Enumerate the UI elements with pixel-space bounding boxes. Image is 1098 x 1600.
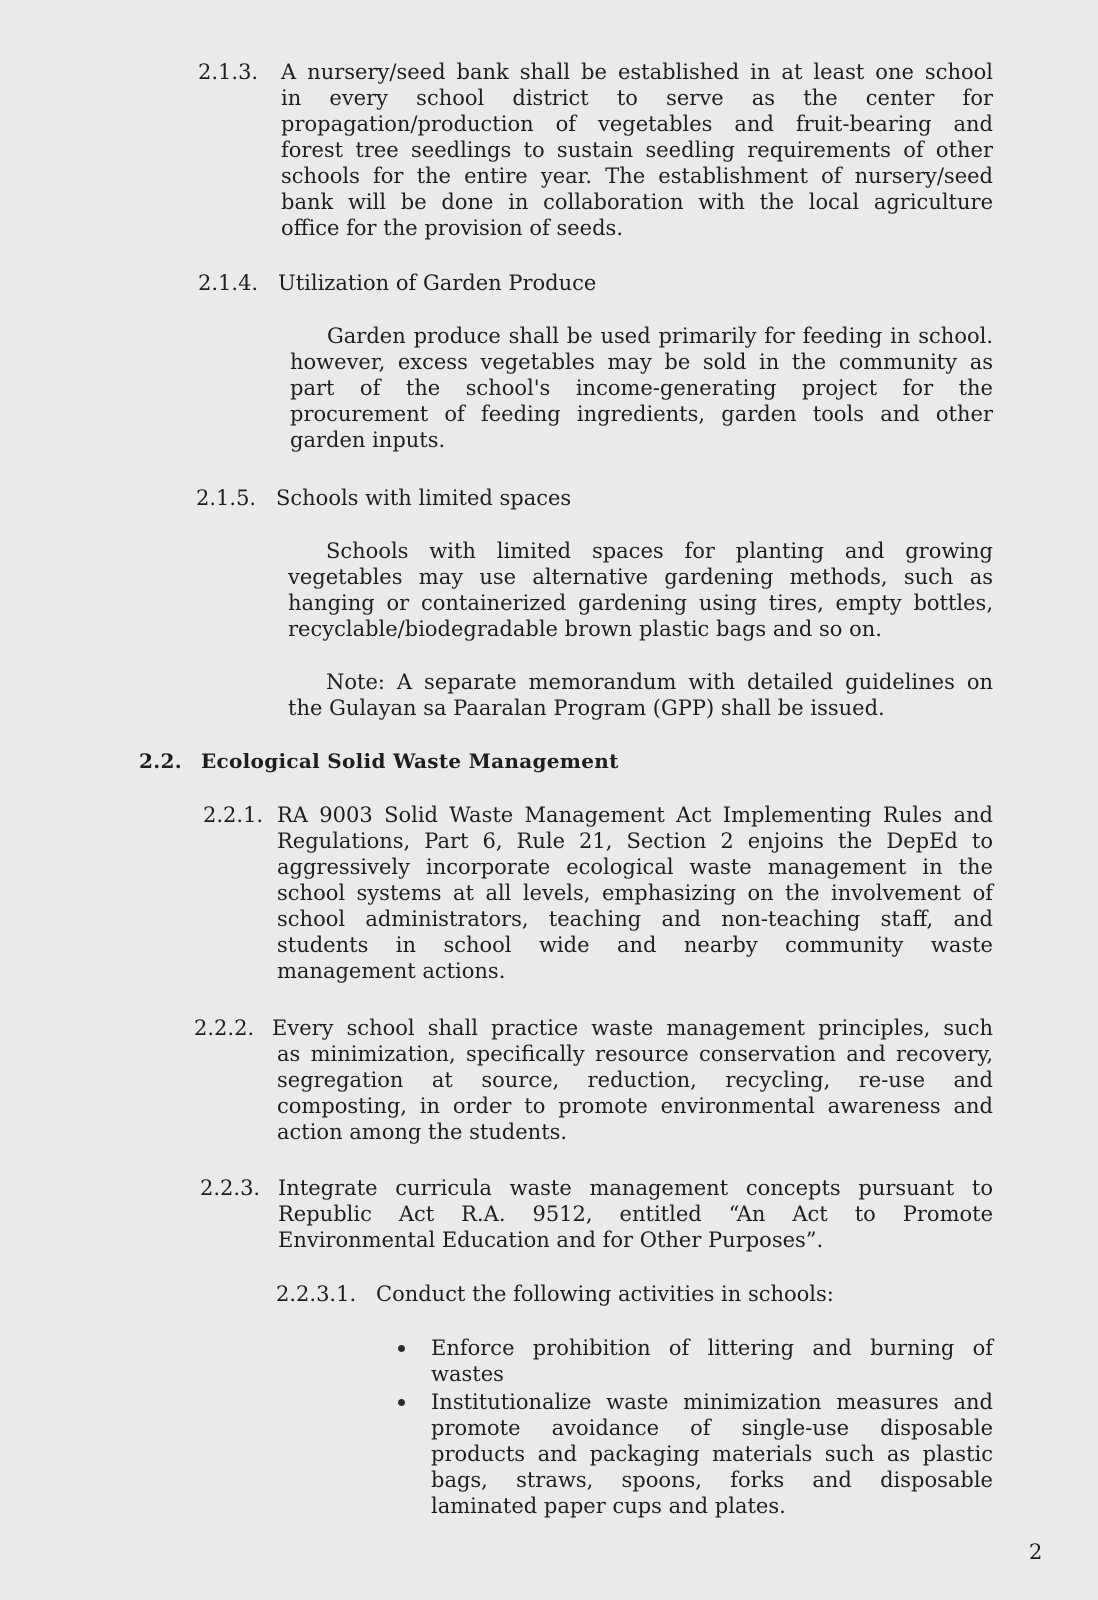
paragraph-line: Republic Act R.A. 9512, entitled “An Act to Promote <box>278 1202 993 1226</box>
paragraph-line: action among the students. <box>277 1120 568 1144</box>
section-title: Conduct the following activities in schools: <box>376 1282 834 1306</box>
bullet-line: Enforce prohibition of littering and burning of <box>431 1336 993 1360</box>
bullet-line: laminated paper cups and plates. <box>431 1494 786 1518</box>
section-number: 2.2.1. <box>203 803 264 827</box>
section-number: 2.2.3.1. <box>276 1282 357 1306</box>
paragraph-line: propagation/production of vegetables and fruit-bearing and <box>281 112 993 136</box>
note-line: Note: A separate memorandum with detailed guidelines on <box>326 670 993 694</box>
paragraph-line: school systems at all levels, emphasizing on the involvement of <box>277 881 993 905</box>
paragraph-line: students in school wide and nearby community waste <box>277 933 993 957</box>
bullet-line: wastes <box>431 1362 504 1386</box>
paragraph-line: schools for the entire year. The establishment of nursery/seed <box>281 164 993 188</box>
paragraph-line: bank will be done in collaboration with the local agriculture <box>281 190 993 214</box>
section-number: 2.1.3. <box>198 60 259 84</box>
paragraph-line: Every school shall practice waste management principles, such <box>272 1016 993 1040</box>
paragraph-line: part of the school's income-generating project for the <box>290 376 993 400</box>
paragraph-line: RA 9003 Solid Waste Management Act Implementing Rules and <box>277 803 993 827</box>
section-number: 2.2.2. <box>194 1016 255 1040</box>
paragraph-line: segregation at source, reduction, recycling, re-use and <box>277 1068 993 1092</box>
bullet-line: products and packaging materials such as plastic <box>431 1442 993 1466</box>
section-number: 2.1.5. <box>196 486 257 510</box>
paragraph-line: hanging or containerized gardening using tires, empty bottles, <box>288 591 993 615</box>
paragraph-line: composting, in order to promote environmental awareness and <box>277 1094 993 1118</box>
section-number: 2.2. <box>139 749 182 773</box>
paragraph-line: in every school district to serve as the center for <box>281 86 993 110</box>
paragraph-line: aggressively incorporate ecological waste management in the <box>277 855 993 879</box>
bullet-line: Institutionalize waste minimization measures and <box>431 1390 993 1414</box>
paragraph-line: however, excess vegetables may be sold in the community as <box>290 350 993 374</box>
paragraph-line: Environmental Education and for Other Purposes”. <box>278 1228 824 1252</box>
paragraph-line: Integrate curricula waste management concepts pursuant to <box>278 1176 993 1200</box>
paragraph-line: vegetables may use alternative gardening methods, such as <box>288 565 993 589</box>
paragraph-line: forest tree seedlings to sustain seedling requirements of other <box>281 138 993 162</box>
section-heading: Ecological Solid Waste Management <box>201 749 619 773</box>
paragraph-line: recyclable/biodegradable brown plastic bags and so on. <box>288 617 882 641</box>
section-number: 2.1.4. <box>198 271 259 295</box>
bullet-line: bags, straws, spoons, forks and disposable <box>431 1468 993 1492</box>
paragraph-line: as minimization, specifically resource conservation and recovery, <box>277 1042 993 1066</box>
section-title: Schools with limited spaces <box>276 486 572 510</box>
paragraph-line: office for the provision of seeds. <box>281 216 623 240</box>
paragraph-line: Regulations, Part 6, Rule 21, Section 2 enjoins the DepEd to <box>277 829 993 853</box>
section-number: 2.2.3. <box>200 1176 261 1200</box>
paragraph-line: garden inputs. <box>290 428 446 452</box>
page-number: 2 <box>1029 1540 1043 1564</box>
section-title: Utilization of Garden Produce <box>278 271 597 295</box>
note-line: the Gulayan sa Paaralan Program (GPP) shall be issued. <box>288 696 885 720</box>
paragraph-line: Schools with limited spaces for planting and growing <box>326 539 993 563</box>
paragraph-line: A nursery/seed bank shall be established in at least one school <box>281 60 993 84</box>
paragraph-line: Garden produce shall be used primarily for feeding in school. <box>327 324 993 348</box>
bullet-icon <box>398 1399 405 1406</box>
bullet-line: promote avoidance of single-use disposable <box>431 1416 993 1440</box>
bullet-icon <box>398 1345 405 1352</box>
paragraph-line: school administrators, teaching and non-teaching staff, and <box>277 907 993 931</box>
paragraph-line: procurement of feeding ingredients, garden tools and other <box>290 402 993 426</box>
paragraph-line: management actions. <box>277 959 506 983</box>
